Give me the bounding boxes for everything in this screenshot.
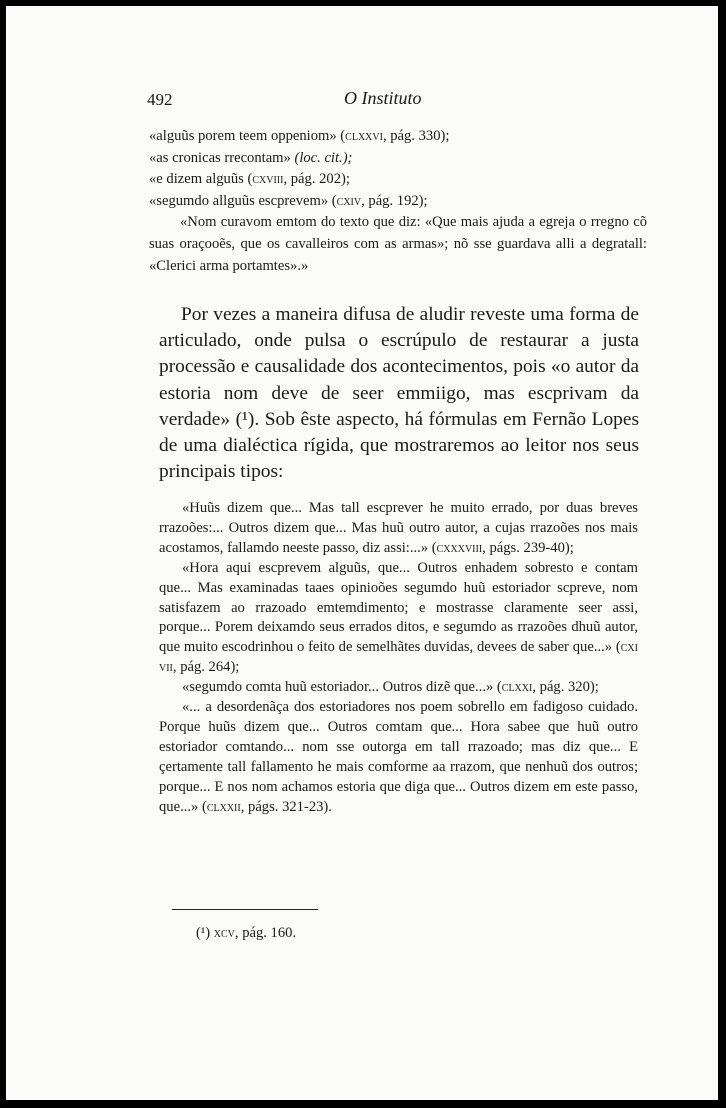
citation-line: «as cronicas rrecontam» (loc. cit.); (149, 149, 353, 166)
citation-paragraph: «Nom curavom emtom do texto que diz: «Que mais ajuda a egreja o rregno cõ suas oraçooẽs, que os cavalleiros com as armas»; nõ sse guardava alli a degratall: «Clerici arma portamtes».» (149, 214, 647, 274)
main-paragraph: Por vezes a maneira difusa de aludir reveste uma forma de articulado, onde pulsa o escrúpulo de restaurar a justa processão e causalidade dos acontecimentos, pois «o autor da estoria nom deve de seer emmiigo, mas escprivam da verdade» (¹). Sob êste aspecto, há fórmulas em Fernão Lopes de uma dialéctica rígida, que mostraremos ao leitor nos seus principais tipos: (159, 304, 639, 483)
footnote: (¹) xcv, pág. 160. (196, 925, 297, 941)
citation-line: «alguũs porem teem oppeniom» (clxxvi, pág. 330); (149, 128, 450, 144)
citation-paragraph: «... a desordenãça dos estoriadores nos poem sobrello em fadigoso cuidado. Porque huũs dizem que... Outros comtam que... Hora sabee que huũ outro estoriador comtando... nom sse outorga em tall rrazoado; mas diz que... E çertamente tall fallamento he mais comforme aa rrazom, que nenhuũ dos outros; porque... E nos nom achamos estoria que diga que... Outros dizem em este passo, que...» (clxxii, págs. 321-23). (159, 699, 638, 815)
citation-paragraph: «Huũs dizem que... Mas tall escprever he muito errado, por duas breves rrazoões:... Outros dizem que... Mas huũ outro autor, a cujas rrazoões nos mais acostamos, fallamdo neeste passo, diz assi:...» (cxxxviii, págs. 239-40); (159, 500, 638, 556)
body-text (159, 302, 639, 485)
citation-paragraph: «Hora aqui escprevem alguũs, que... Outros enhadem sobresto e contam que... Mas examinadas taaes opinioões segumdo huũ estoriador scpreve, nom satisfazem ao rrazoado emtemdimento; e mostrasse claramente seer assi, porque... Porem deixamdo seus errados ditos, e segumdo as rrazoões dhuũ autor, que muito escodrinhou o feito de semelhãtes duvidas, devees de saber que...» (cxi vii, pág. 264); (159, 559, 638, 676)
citation-paragraph: «segumdo comta huũ estoriador... Outros dizẽ que...» (clxxi, pág. 320); (182, 679, 599, 696)
citation-list-bottom (159, 499, 638, 818)
page (6, 6, 718, 1100)
citation-list-top (149, 126, 647, 277)
citation-line: «segumdo allguũs escprevem» (cxiv, pág. 192); (149, 192, 428, 209)
running-title: O Instituto (344, 88, 422, 108)
citation-line: «e dizem alguũs (cxviii, pág. 202); (149, 171, 350, 188)
page-number: 492 (147, 90, 173, 109)
footnote-rule (172, 909, 318, 910)
